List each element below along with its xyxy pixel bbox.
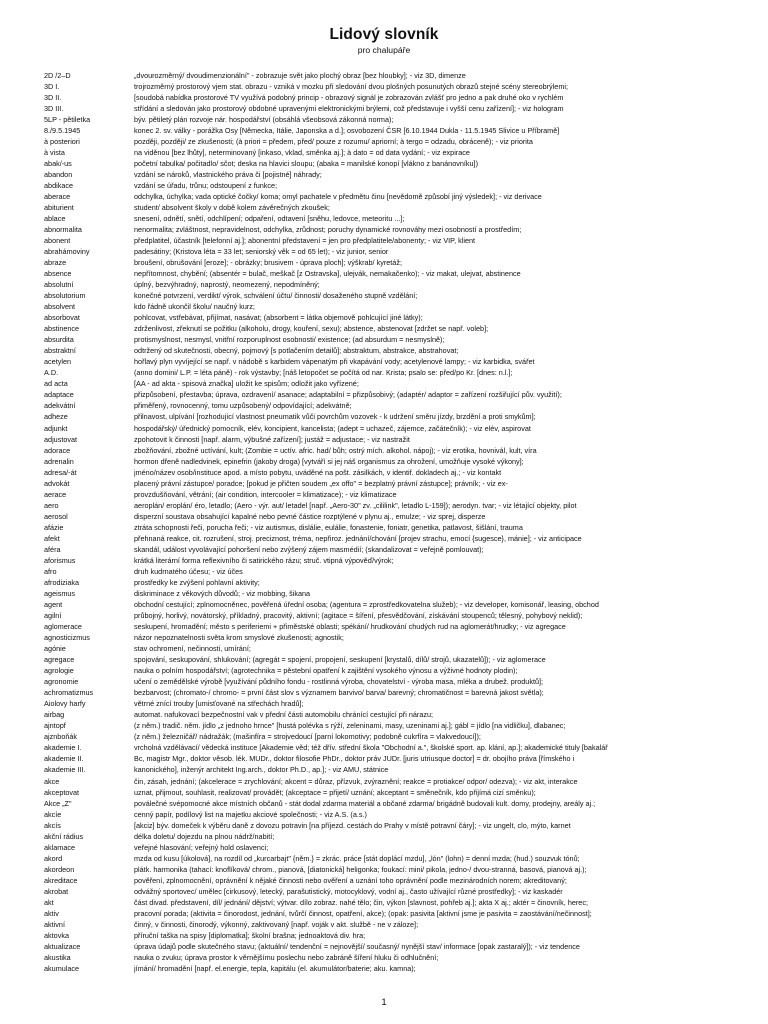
entry-term: akční rádius	[44, 831, 84, 841]
entry-definition: příruční taška na spisy [diplomatka]; školní brašna; jednoaktová div. hra;	[134, 930, 366, 940]
dictionary-entry	[44, 169, 756, 180]
dictionary-entry	[44, 400, 756, 411]
entry-term: abstinence	[44, 324, 80, 334]
entry-definition: zpohotovit k činnosti [např. alarm, výbušné zařízení]; justáž = adjustace; - viz nastražit	[134, 434, 410, 444]
entry-definition: automat. nafukovací bezpečnostní vak v přední části automobilu chránící cestující při nárazu;	[134, 710, 434, 720]
dictionary-entry	[44, 445, 756, 456]
dictionary-entry	[44, 566, 756, 577]
entry-term: aberace	[44, 191, 71, 201]
entry-term: ajntopf	[44, 721, 66, 731]
entry-definition: průbojný, horlivý, novátorský, příkladný, pracovitý, aktivní; (agitace = šíření, přesvědčování, získávání stoupenců; tělesný, pohybový neklid);	[134, 611, 583, 621]
dictionary-entry	[44, 853, 756, 864]
entry-term: afrodiziaka	[44, 577, 80, 587]
dictionary-entry	[44, 290, 756, 301]
entry-term: aerace	[44, 489, 67, 499]
dictionary-entry	[44, 720, 756, 731]
entry-term: abandon	[44, 169, 73, 179]
entry-term: ablace	[44, 213, 66, 223]
entry-term: ad acta	[44, 379, 68, 389]
entry-definition: učení o zemědělské výrobě [využívání půdního fondu - rostlinná výroba, chovatelství - výroba masa, mléka a drubež. produktů];	[134, 677, 544, 687]
entry-definition: disperzní soustava obsahující kapalné nebo pevné částice rozptýlené v plynu aj., emulze; - viz sprej, disperze	[134, 511, 486, 521]
entry-term: A.D.	[44, 368, 59, 378]
entry-definition: početní tabulka/ počitadlo/ sčot; deska na hlavici sloupu; (abaka = manilské konopí [vlákno z banánovníku])	[134, 158, 478, 168]
entry-term: absolutorium	[44, 291, 86, 301]
dictionary-entry	[44, 301, 756, 312]
entry-term: agregace	[44, 655, 75, 665]
dictionary-entry	[44, 268, 756, 279]
entry-term: agilní	[44, 611, 62, 621]
entry-term: achromatizmus	[44, 688, 94, 698]
entry-term: advokát	[44, 478, 70, 488]
entry-term: absolvent	[44, 302, 76, 312]
dictionary-entry	[44, 81, 756, 92]
entry-term: akrobat	[44, 886, 69, 896]
entry-definition: na viděnou [bez lhůty], neterminovaný [inkaso, vklad, směnka aj.]; à dato = od data vydání; - viz expirace	[134, 147, 470, 157]
entry-definition: činný, v činnosti, činorodý, výkonný, zaktivovaný [např. voják v akt. službě - ne v záloze];	[134, 919, 419, 929]
entry-term: agónie	[44, 644, 66, 654]
dictionary-entry	[44, 92, 756, 103]
entry-definition: obchodní cestující; zplnomocněnec, pověřená úřední osoba; (agentura = zprostředkovatelna služeb); - viz developer, komisonář, leasing, obchod	[134, 600, 599, 609]
dictionary-entry	[44, 356, 756, 367]
entry-definition: krátká literární forma reflexivního či satirického rázu; struč. vtipná výpověď/výrok;	[134, 555, 394, 565]
entry-definition: úplný, bezvýhradný, naprostý, neomezený, nepodmíněný;	[134, 280, 320, 290]
entry-term: agnosticizmus	[44, 633, 90, 643]
entry-definition: ztráta schopnosti řeči, porucha řeči; - viz autismus, dislálie, eulálie, fonastenie, foniatr, genetika, patlavost, šišlání, trauma	[134, 522, 523, 532]
dictionary-entry	[44, 345, 756, 356]
entry-definition: [soudobá nabídka prostorové TV využívá podobný princip - obrazový signál je zobrazován zvlášť pro jedno a pak druhé oko v rychlém	[134, 92, 564, 102]
entry-definition: jímání/ hromadění [např. el.energie, tepla, kapitálu (el. akumulátor/baterie; aku. kamna);	[134, 964, 416, 974]
entry-term: aktovka	[44, 930, 69, 940]
entry-definition: bezbarvost; (chromato-/ chromo- = první část slov s významem barvivo/ barva/ barevný; chromatičnost = barevná jakost světla);	[134, 688, 544, 698]
entry-term: akordeon	[44, 864, 75, 874]
entry-definition: odvážný sportovec/ umělec [cirkusový, letecký, parašutistický, motocyklový, vodní aj., často užívající různé prostředky]; - viz kaskadér	[134, 886, 563, 896]
entry-definition: provzdušňování, větrání; (air condition, intercooler = klimatizace); - viz klimatizace	[134, 489, 397, 499]
dictionary-entry	[44, 753, 756, 764]
entry-term: 5LP - pětiletka	[44, 114, 91, 124]
dictionary-entry	[44, 257, 756, 268]
dictionary-entry	[44, 213, 756, 224]
entry-term: akademie I.	[44, 743, 82, 753]
entry-term: abonent	[44, 235, 71, 245]
dictionary-entry	[44, 952, 756, 963]
entry-definition: část divad. představení, díl/ jednání/ dějství; výtvar. dílo zobraz. nahé tělo; čin, výkon [slavnost, pohřeb aj.]; akta X aj.; aktér = činovník, herec;	[134, 897, 588, 907]
entry-definition: přilnavost, ulpívání [rozhodující vlastnost pneumatik vůči povrchům vozovek - k udržení směru jízdy, brzdění a proti smykům];	[134, 412, 536, 422]
page-title: Lidový slovník	[329, 26, 439, 43]
entry-term: abnormalita	[44, 224, 82, 234]
entry-definition: přizpůsobení, přestavba; úprava, ozdravení/ asanace; adaptabilní = přizpůsobivý; (adaptér/ adaptor = zařízení rozšiřující pův. využití);	[134, 390, 562, 400]
entry-definition: úprava údajů podle skutečného stavu; (aktuální/ tendenční = nejnovější/ současný/ nynější stav/ informace [opak zastaralý]); - viz tendence	[134, 941, 580, 951]
entry-definition: přiměřený, rovnocenný, tomu uzpůsobený/ odpovídající; adekvátně;	[134, 401, 352, 411]
entry-term: akcíe	[44, 809, 62, 819]
dictionary-entry	[44, 202, 756, 213]
entry-term: adjunkt	[44, 423, 68, 433]
dictionary-entry	[44, 709, 756, 720]
dictionary-entry	[44, 908, 756, 919]
dictionary-entry	[44, 776, 756, 787]
dictionary-entry	[44, 798, 756, 809]
entry-term: ageismus	[44, 588, 76, 598]
entry-definition: uznat, přijmout, souhlasit, realizovat/ provádět; (akceptace = přijetí/ uznání; akceptant = směnečník, kdo přijímá cizí směnku);	[134, 787, 536, 797]
page-number: 1	[381, 997, 387, 1008]
dictionary-entry	[44, 147, 756, 158]
entry-definition: vrcholná vzdělávací/ vědecká instituce [Akademie věd; též dřív. střední škola "Obchodní a.", školské sport. ap. klání, ap.]; akademické tituly [bakalář	[134, 743, 608, 753]
entry-term: akce	[44, 776, 60, 786]
entry-definition: nenormalita; zvláštnost, nepravidelnost, odchylka, zrůdnost; poruchy dynamické rovnováhy mezi osobností a prostředím;	[134, 224, 522, 234]
entry-definition: veřejné hlasování; veřejný hold oslavenci;	[134, 842, 269, 852]
entry-definition: spojování, seskupování, shlukování; (agregát = spojení, propojení, seskupení [krystalů, dílů/ strojů, ukazatelů]); - viz aglomerace	[134, 655, 546, 665]
entry-term: aerosol	[44, 511, 68, 521]
entry-definition: býv. pětiletý plán rozvoje nár. hospodářství (obsáhlá všeobsová zákonná norma);	[134, 114, 394, 124]
entry-definition: protismyslnost, nesmysl, vnitřní rozporuplnost osobnosti/ existence; (ad absurdum = nesmyslně);	[134, 335, 445, 345]
dictionary-entry	[44, 864, 756, 875]
dictionary-entry	[44, 687, 756, 698]
dictionary-entry	[44, 136, 756, 147]
entry-term: aféra	[44, 544, 61, 554]
dictionary-entry	[44, 378, 756, 389]
entry-definition: délka doletu/ dojezdu na plnou nádrž/nabití;	[134, 831, 275, 841]
entry-definition: student/ absolvent školy v době kolem závěrečných zkoušek;	[134, 202, 330, 212]
entry-definition: stav ochromení, nečinnosti, umírání;	[134, 644, 251, 654]
dictionary-entry	[44, 114, 756, 125]
dictionary-entry	[44, 632, 756, 643]
dictionary-entry	[44, 389, 756, 400]
entry-term: Akce „Z"	[44, 798, 72, 808]
entry-definition: odtržený od skutečnosti, obecný, pojmový [s potlačením detailů]; abstraktum, abstrakce, abstrahovat;	[134, 346, 459, 356]
entry-term: adheze	[44, 412, 68, 422]
entry-definition: pohlcovat, vstřebávat, přijímat, nasávat; (absorbent = látka objemově pohlcující jiné látky);	[134, 313, 423, 323]
entry-term: abstraktní	[44, 346, 76, 356]
dictionary-entry	[44, 886, 756, 897]
dictionary-entry	[44, 367, 756, 378]
entry-definition: jméno/název osob/instituce apod. a místo pobytu, uváděné na pošt. zásilkách, v identif. dokladech aj.; - viz kontakt	[134, 467, 502, 477]
entry-term: abraze	[44, 258, 67, 268]
entry-term: aktualizace	[44, 941, 81, 951]
dictionary-entry	[44, 809, 756, 820]
dictionary-entry	[44, 500, 756, 511]
entry-term: akreditace	[44, 875, 78, 885]
entry-term: adjustovat	[44, 434, 78, 444]
entry-term: aglomerace	[44, 622, 82, 632]
dictionary-entries	[44, 70, 756, 975]
entry-term: airbag	[44, 710, 65, 720]
entry-term: aforismus	[44, 555, 76, 565]
entry-term: abiturient	[44, 202, 74, 212]
entry-definition: zdrženlivost, zřeknutí se požitku (alkoholu, drogy, kouření, sexu); abstence, abstenovat [zdržet se např. voleb];	[134, 324, 489, 334]
dictionary-entry	[44, 423, 756, 434]
dictionary-entry	[44, 70, 756, 81]
entry-definition: později, později/ ze zkušenosti; (à priori = předem, před/ pouze z rozumu/ apriorní; à tergo = odzadu, obráceně); - viz priorita	[134, 136, 533, 146]
entry-term: akumulace	[44, 964, 80, 974]
dictionary-entry	[44, 610, 756, 621]
entry-term: akceptovat	[44, 787, 80, 797]
entry-term: abdikace	[44, 180, 74, 190]
entry-definition: pověření, zplnomocnění, oprávnění k nějaké činnosti nebo ověření a uznání toho oprávnění podle mezinárodních norem; akreditovaný;	[134, 875, 567, 885]
dictionary-entry	[44, 919, 756, 930]
entry-term: akcís	[44, 820, 61, 830]
dictionary-entry	[44, 963, 756, 974]
entry-term: à vista	[44, 147, 65, 157]
entry-definition: (anno domini/ L.P. = léta páně) - rok výstavby; [náš letopočet se počítá od nar. Krista; psalo se: před/po Kr. [dnes: n.l.];	[134, 368, 513, 378]
entry-definition: kdo řádně ukončil školu/ naučný kurz;	[134, 302, 255, 312]
entry-definition: nauka o zvuku; úprava prostor k věrnějšímu poslechu nebo zabráně šíření hluku či odhlučnění;	[134, 953, 439, 962]
entry-term: 3D III.	[44, 103, 64, 113]
entry-definition: Bc, magistr Mgr., doktor věsob. lék. MUDr., doktor filosofie PhDr., doktor práv JUDr. [juris utriusque doctor] = dr. obojího práva [římského i	[134, 754, 575, 764]
entry-term: afázie	[44, 522, 64, 532]
dictionary-entry	[44, 698, 756, 709]
dictionary-entry	[44, 279, 756, 290]
entry-definition: kanonického], inženýr architekt Ing.arch., doktor Ph.D., ap.]; - viz AMU, státnice	[134, 765, 389, 775]
entry-term: abak/-us	[44, 158, 72, 168]
entry-term: akt	[44, 897, 54, 907]
entry-term: aktivní	[44, 919, 65, 929]
entry-term: Aiolovy harfy	[44, 699, 86, 709]
entry-definition: [akciz] býv. domeček k výběru daně z dovozu potravin [na příjezd. cestách do Prahy v místě potravní čáry]; - viz ungelt, clo, mýto, karnet	[134, 820, 571, 830]
entry-definition: druh kudrnatého účesu; - viz účes	[134, 566, 243, 576]
entry-definition: seskupení, hromadění; město s periferiemi + přiměstské oblasti; spékání/ hrudkování chudých rud na aglomerát/hrudky; - viz agregace	[134, 622, 566, 632]
entry-definition: diskriminace z věkových důvodů; - viz mobbing, šikana	[134, 588, 311, 598]
dictionary-entry	[44, 599, 756, 610]
dictionary-entry	[44, 676, 756, 687]
entry-definition: plátk. harmonika (tahací: knoflíková/ chrom., pianová, [diatonická] heligonka; foukací: mini/ pikola, jedno-/ dvou-stranná, basová, pianová aj.);	[134, 864, 587, 874]
dictionary-entry	[44, 665, 756, 676]
entry-term: absorbovat	[44, 313, 80, 323]
dictionary-entry	[44, 511, 756, 522]
entry-term: adaptace	[44, 390, 74, 400]
dictionary-entry	[44, 456, 756, 467]
entry-definition: trojrozměrný prostorový vjem stat. obrazu - vzniká v mozku při sledování dvou plošných posunutých obrazů stejné scény stereobrýlemi;	[134, 81, 568, 91]
entry-definition: aeroplán/ eroplán/ éro, letadlo; (Aero - výr. aut/ letadel [např. „Aero-30" zv. „cililink", letadlo L-159]); aerodyn. tvar; - viz létající objekty, pilot	[134, 500, 577, 510]
entry-definition: mzda od kusu [úkolová], na rozdíl od „kurcarbajt" {něm.} = zkrác. práce [stát doplácí mzdu], „lón" (lohn) = denní mzda; (hud.) souzvuk tónů;	[134, 853, 580, 863]
dictionary-entry	[44, 588, 756, 599]
entry-term: adekvátní	[44, 401, 76, 411]
entry-term: absence	[44, 269, 72, 279]
dictionary-entry	[44, 125, 756, 136]
entry-term: agronomie	[44, 677, 79, 687]
entry-term: 8./9.5.1945	[44, 125, 81, 135]
dictionary-entry	[44, 323, 756, 334]
entry-definition: větrné znící trouby [umisťované na střechách hradů];	[134, 699, 304, 709]
entry-definition: vzdání se úřadu, trůnu; odstoupení z funkce;	[134, 180, 278, 190]
dictionary-entry	[44, 224, 756, 235]
dictionary-entry	[44, 180, 756, 191]
dictionary-entry	[44, 731, 756, 742]
dictionary-entry	[44, 411, 756, 422]
entry-term: absolutní	[44, 280, 74, 290]
entry-term: aklamace	[44, 842, 76, 852]
dictionary-entry	[44, 334, 756, 345]
entry-definition: konečné potvrzení, verdikt/ výrok, schválení účtu/ činnosti/ dosaženého stupně vzdělání;	[134, 291, 418, 301]
entry-definition: odchylka, úchylka; vada optické čočky/ koma; omyl pachatele v předmětu činu [nevědomě způsobí jiný výsledek]; - viz derivace	[134, 191, 542, 201]
entry-definition: vzdání se nároků, vlastnického práva či [pojistné] náhrady;	[134, 169, 322, 179]
entry-term: à posteriori	[44, 136, 80, 146]
entry-term: ajznboňák	[44, 732, 78, 742]
entry-definition: poválečné svépomocné akce místních občanů - stát dodal zdarma materiál a občané zdarma/ brigádně budovali kult. domy, prodejny, areály aj.;	[134, 798, 596, 808]
entry-definition: padesátiny; (Kristova léta = 33 let; seniorský věk = od 65 let); - viz junior, senior	[134, 247, 389, 256]
entry-term: abrahámoviny	[44, 247, 90, 256]
entry-definition: nepřítomnost, chybění; (absentér = bulač, meškač [z Ostravska], ulejvák, nemakačenko); - viz makat, ulejvat, abstinence	[134, 269, 521, 279]
dictionary-entry	[44, 158, 756, 169]
entry-term: 3D I.	[44, 81, 60, 91]
entry-term: akustika	[44, 953, 71, 962]
entry-term: adorace	[44, 445, 71, 455]
dictionary-entry	[44, 191, 756, 202]
dictionary-entry	[44, 643, 756, 654]
entry-definition: názor nepoznatelnosti světa krom smyslové zkušenosti; agnostik;	[134, 633, 344, 643]
entry-definition: hormon dřeně nadledvinek, epinefrin (jakoby droga) [vytváří si jej náš organismus za ohrožení, umožňuje vysoké výkony];	[134, 456, 524, 466]
dictionary-entry	[44, 820, 756, 831]
dictionary-entry	[44, 654, 756, 665]
dictionary-entry	[44, 544, 756, 555]
dictionary-entry	[44, 533, 756, 544]
entry-term: afekt	[44, 533, 60, 543]
entry-term: absurdita	[44, 335, 74, 345]
dictionary-entry	[44, 897, 756, 908]
entry-definition: [AA - ad akta - spisová značka] uložit ke spisům; odložit jako vyřízené;	[134, 379, 359, 389]
entry-definition: nauka o polním hospodářství; (agrotechnika = pěstební opatření k zajištění vysokého výnosu a výživné hodnoty plodin);	[134, 666, 518, 676]
dictionary-entry	[44, 831, 756, 842]
entry-definition: skandál, událost vyvolávající pohoršení nebo zvýšený zájem masmédií; (skandalizovat = veřejně pomlouvat);	[134, 544, 484, 554]
dictionary-entry	[44, 555, 756, 566]
entry-term: adrenalin	[44, 456, 74, 466]
dictionary-entry	[44, 941, 756, 952]
entry-definition: (z něm.) železničář/ nádražák; (mašinfíra = strojvedoucí [parní lokomotivy; podobně cukrfíra = vlakvedoucí]);	[134, 732, 481, 742]
entry-definition: předplatitel, účastník [telefonní aj.]; abonentní představení = jen pro předplatitele/abonenty; - viz VIP, klient	[134, 235, 476, 245]
entry-term: acetylen	[44, 357, 72, 367]
dictionary-entry	[44, 577, 756, 588]
entry-definition: střídání a sledován jako prostorový obdobné upravenými elektronickými brýlemi, což představuje i vyšší cenu zařízení]; - viz hologram	[134, 103, 564, 113]
entry-term: adresa/-át	[44, 467, 77, 477]
entry-term: akademie III.	[44, 765, 86, 775]
entry-definition: konec 2. sv. války - porážka Osy [Německa, Itálie, Japonska a d.]; osvobození ČSR [6.10.1944 Dukla - 11.5.1945 Slivice u Příbramě]	[134, 125, 560, 135]
entry-term: agent	[44, 600, 63, 609]
dictionary-entry	[44, 478, 756, 489]
dictionary-entry	[44, 312, 756, 323]
entry-term: 2D /2–D	[44, 70, 71, 80]
entry-term: aktiv	[44, 908, 59, 918]
dictionary-entry	[44, 742, 756, 753]
entry-definition: (z něm.) tradič. něm. jídlo „z jednoho hrnce" [hustá polévka s rýží, zeleninami, masy, uzeninami aj.]; gábl = jídlo [na vidličku], dlabanec;	[134, 721, 566, 731]
entry-term: 3D II.	[44, 92, 62, 102]
dictionary-entry	[44, 764, 756, 775]
entry-definition: hořlavý plyn vyvíjející se např. v nádobě s karbidem vápenatým při vkapávání vody; acetylenové lampy; - viz karbidka, svářet	[134, 357, 535, 367]
entry-definition: cenný papír, podílový list na majetku akciové společnosti; - viz A.S. (a.s.)	[134, 809, 367, 819]
dictionary-entry	[44, 246, 756, 257]
dictionary-entry	[44, 842, 756, 853]
dictionary-entry	[44, 467, 756, 478]
page-subtitle: pro chalupáře	[357, 45, 411, 55]
entry-definition: broušení, obrušování [eroze]; - obrázky; brusivem - úprava ploch]; výškrab/ kyretáž;	[134, 258, 402, 268]
dictionary-entry	[44, 103, 756, 114]
dictionary-entry	[44, 434, 756, 445]
entry-term: akord	[44, 853, 63, 863]
dictionary-entry	[44, 489, 756, 500]
entry-term: akademie II.	[44, 754, 84, 764]
dictionary-entry	[44, 875, 756, 886]
entry-definition: čin, zásah, jednání; (akcelerace = zrychlování; akcent = důraz, přízvuk, zvýraznění; reakce = protiakce/ odpor/ odezva); - viz akt, interakce	[134, 776, 578, 786]
entry-definition: placený právní zástupce/ poradce; [pokud je přičten soudem „ex offo" = bezplatný právní zástupce]; právník; - viz ex-	[134, 478, 508, 488]
dictionary-entry	[44, 621, 756, 632]
dictionary-entry	[44, 235, 756, 246]
entry-definition: pracovní porada; (aktivita = činorodost, jednání, tvůrčí činnost, opatření, akce); (opak: pasivita [aktivní jsme je pasivita = zaostávání/nečinnost];	[134, 908, 592, 918]
entry-definition: snesení, odnětí, snětí, odchlípení; odpaření, odtavení [sněhu, ledovce, meteoritu ...];	[134, 213, 405, 223]
entry-definition: zbožňování, zbožné uctívání, kult; (Zombie = uctív. afric. had/ bůh; ostrý mích. alkohol. nápoj); - viz erotika, hovnivál, kult, víra	[134, 445, 537, 455]
entry-definition: hospodářský/ úřednický pomocník, elév, koncipient, kancelista; (adept = uchazeč, zájemce, začátečník); - viz elév, aspirovat	[134, 423, 531, 433]
dictionary-entry	[44, 522, 756, 533]
entry-term: afro	[44, 566, 57, 576]
entry-definition: „dvourozměrný/ dvoudimenzionální" - zobrazuje svět jako plochý obraz [bez hloubky]; - viz 3D, dimenze	[134, 70, 466, 80]
dictionary-entry	[44, 930, 756, 941]
entry-term: aero	[44, 500, 59, 510]
entry-definition: přehnaná reakce, cit. rozrušení, stroj. preciznost, tréma, nepřiroz. jednání/chování [projev strachu, emocí {sugesce}, mánie]; - viz anticipace	[134, 533, 582, 543]
entry-term: agrologie	[44, 666, 74, 676]
dictionary-entry	[44, 787, 756, 798]
entry-definition: prostředky ke zvýšení pohlavní aktivity;	[134, 577, 260, 587]
